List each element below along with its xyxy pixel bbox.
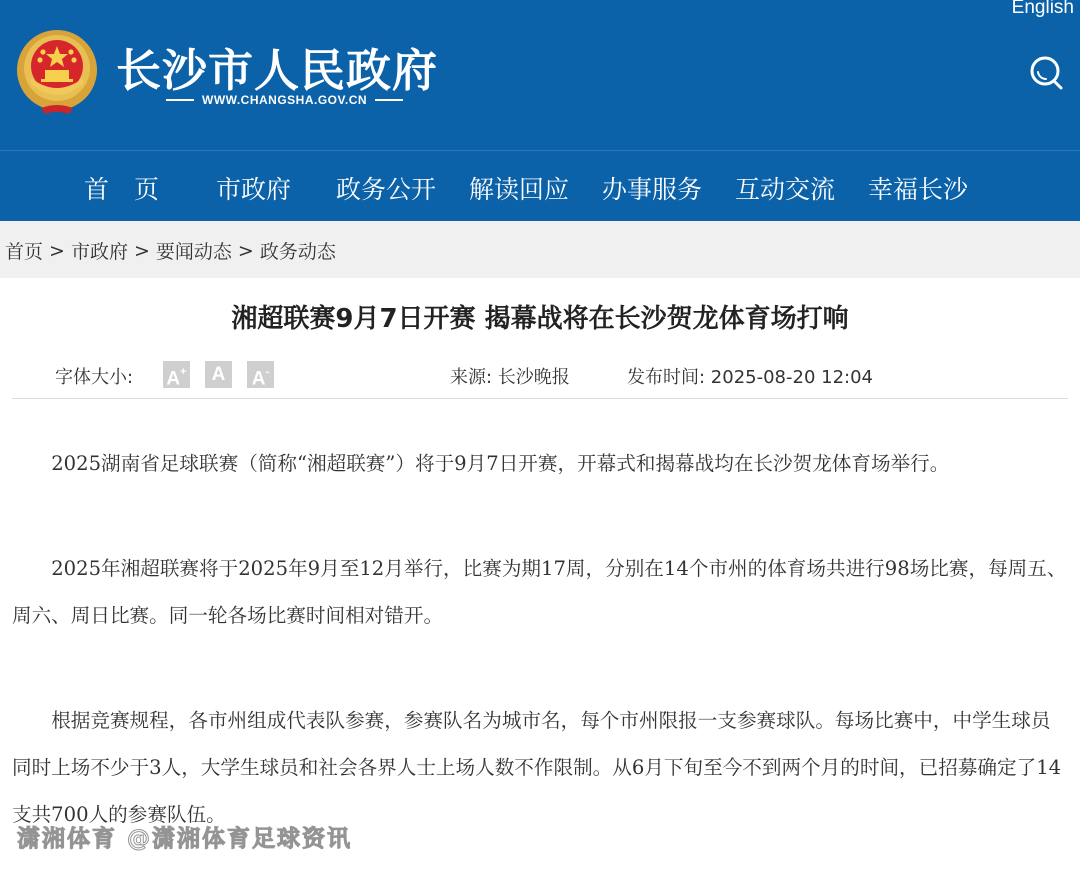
- breadcrumb: [5, 237, 336, 264]
- nav-home[interactable]: 首 页: [84, 175, 160, 204]
- english-link[interactable]: English: [1011, 0, 1074, 18]
- nav-happy-changsha[interactable]: 幸福长沙: [868, 175, 969, 204]
- nav-government-affairs[interactable]: 政务公开: [336, 175, 437, 204]
- article-source: 来源: 长沙晚报: [450, 367, 570, 388]
- article-paragraph: 根据竞赛规程，各市州组成代表队参赛，参赛队名为城市名，每个市州限报一支参赛球队。每场比赛中，中学生球员同时上场不少于3人，大学生球员和社会各界人士上场人数不作限制。从6月下旬至今不到两个月的时间，已招募确定了14支共700人的参赛队伍。: [12, 709, 1062, 826]
- meta-divider: [12, 398, 1068, 399]
- site-header: [0, 0, 1080, 221]
- breadcrumb-city-government[interactable]: 市政府: [70, 241, 128, 263]
- article-meta: [0, 360, 1080, 392]
- breadcrumb-home[interactable]: 首页: [5, 241, 44, 263]
- search-icon[interactable]: [1027, 53, 1067, 93]
- nav-interpretation[interactable]: 解读回应: [469, 175, 570, 204]
- nav-services[interactable]: 办事服务: [602, 175, 703, 204]
- site-domain: [158, 93, 411, 107]
- nav-city-government[interactable]: 市政府: [216, 175, 292, 204]
- breadcrumb-separator: >: [237, 239, 254, 262]
- font-increase-button[interactable]: [163, 361, 190, 388]
- domain-text: WWW.CHANGSHA.GOV.CN: [202, 93, 368, 107]
- national-emblem-icon[interactable]: [11, 26, 103, 118]
- breadcrumb-separator: >: [133, 239, 150, 262]
- domain-dash-right: [375, 99, 403, 101]
- article-paragraph: 2025年湘超联赛将于2025年9月至12月举行，比赛为期17周，分别在14个市州的体育场共进行98场比赛，每周五、周六、周日比赛。同一轮各场比赛时间相对错开。: [12, 557, 1067, 627]
- breadcrumb-separator: >: [49, 239, 65, 262]
- font-size-label: 字体大小:: [55, 367, 134, 388]
- font-increase-glyph: A: [166, 368, 181, 390]
- breadcrumb-government-news[interactable]: 政务动态: [259, 241, 336, 263]
- article-paragraph: 2025湖南省足球联赛（简称“湘超联赛”）将于9月7日开赛，开幕式和揭幕战均在长沙贺龙体育场举行。: [51, 452, 950, 475]
- font-decrease-button[interactable]: [247, 361, 274, 388]
- main-nav: [0, 151, 1080, 221]
- site-title[interactable]: 长沙市人民政府: [116, 44, 439, 97]
- article-title: 湘超联赛9月7日开赛 揭幕战将在长沙贺龙体育场打响: [231, 304, 849, 334]
- font-default-button[interactable]: [205, 361, 232, 388]
- breadcrumb-bar: [0, 221, 1080, 278]
- nav-interaction[interactable]: 互动交流: [735, 175, 836, 204]
- domain-dash-left: [166, 99, 194, 101]
- font-decrease-glyph: A: [251, 368, 266, 390]
- watermark: 潇湘体育 @潇湘体育足球资讯: [17, 826, 353, 852]
- breadcrumb-news[interactable]: 要闻动态: [155, 241, 232, 263]
- minus-icon: -: [265, 366, 270, 378]
- font-default-glyph: A: [211, 364, 226, 385]
- article-publish-time: 发布时间: 2025-08-20 12:04: [627, 367, 873, 388]
- plus-icon: +: [180, 366, 187, 378]
